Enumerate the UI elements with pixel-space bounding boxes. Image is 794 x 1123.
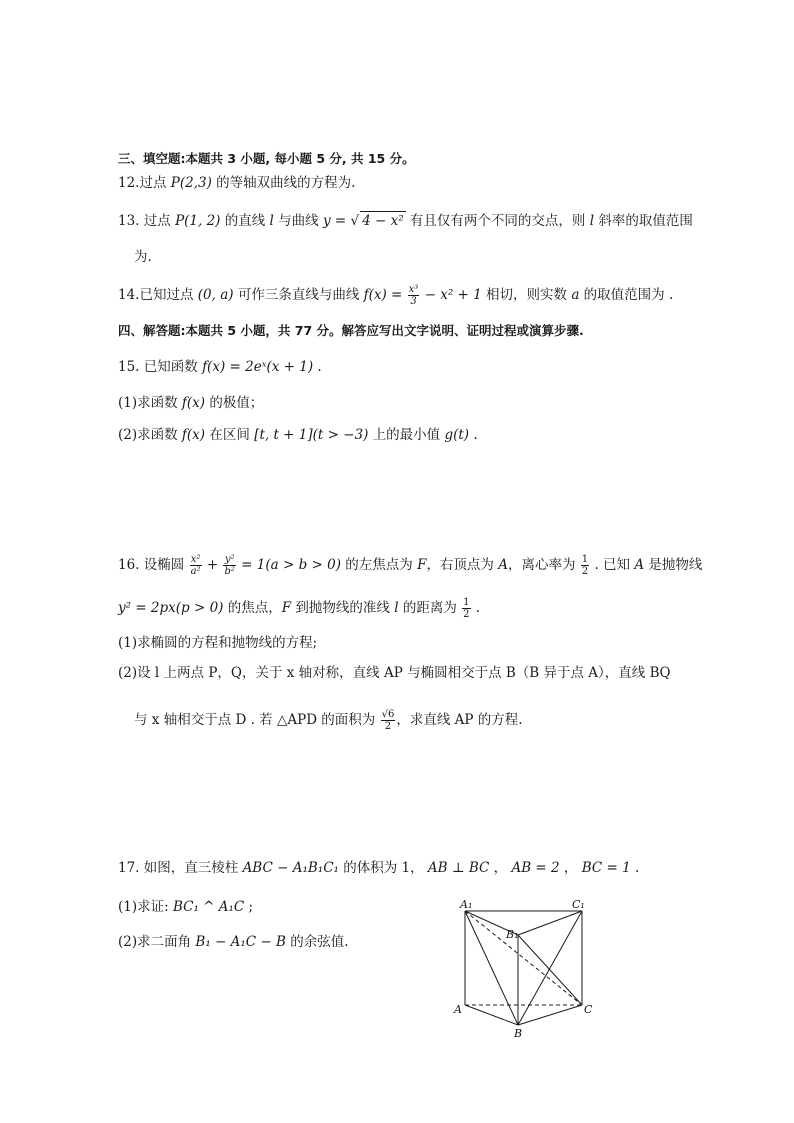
question-15-part-1: (1)求函数 f(x) 的极值； — [118, 395, 264, 411]
label-C1: C₁ — [572, 898, 585, 911]
question-15-stem: 15. 已知函数 f(x) = 2eˣ(x + 1) . — [118, 359, 322, 375]
diag-B1-C — [518, 935, 582, 1005]
question-13: 13. 过点 P(1, 2) 的直线 l 与曲线 y = √ 4 − x² 有且仅有两个不同的交点，则 l 斜率的取值范围 — [118, 213, 693, 229]
question-12: 12.过点 P(2,3) 的等轴双曲线的方程为. — [118, 175, 356, 191]
section-3-heading: 三、填空题:本题共 3 小题, 每小题 5 分, 共 15 分。 — [118, 151, 415, 166]
label-A: A — [454, 1003, 462, 1016]
label-B1: B₁ — [506, 928, 519, 941]
label-B: B — [514, 1027, 523, 1040]
question-17-part-2: (2)求二面角 B₁ − A₁C − B 的余弦值. — [118, 934, 349, 950]
question-13-continued: 为. — [134, 249, 152, 265]
question-16-part-1: (1)求椭圆的方程和抛物线的方程; — [118, 635, 318, 651]
question-16-part-2-line-1: (2)设 l 上两点 P，Q，关于 x 轴对称，直线 AP 与椭圆相交于点 B（B 异于点 A），直线 BQ — [118, 665, 671, 681]
question-14: 14.已知过点 (0, a) 可作三条直线与曲线 f(x) = $\frac{\text{x³}}{3}$ − x² + 1 相切，则实数 a 的取值范围为 . — [118, 284, 674, 307]
edge-B1-C1 — [518, 911, 582, 935]
prism-figure — [450, 895, 600, 1040]
label-A1: A₁ — [460, 898, 473, 911]
question-16-stem: 16. 设椭圆 $\frac{\text{x²}}{\text{a²}}$ + $\frac{\text{y²}}{\text{b²}}$ = 1(a > b > 0) 的左焦点为 F，右顶点为 A，离心率为 $\frac{1}{2}$ . 已知 A 是抛物线 — [118, 554, 703, 577]
question-15-part-2: (2)求函数 f(x) 在区间 [t, t + 1](t > −3) 上的最小值 g(t) . — [118, 427, 478, 443]
question-17-stem: 17. 如图，直三棱柱 ABC − A₁B₁C₁ 的体积为 1， AB ⊥ BC ， AB = 2 ， BC = 1 . — [118, 860, 640, 876]
question-17-part-1: (1)求证: BC₁ ^ A₁C ; — [118, 899, 254, 915]
section-4-heading: 四、解答题:本题共 5 小题，共 77 分。解答应写出文字说明、证明过程或演算步骤. — [118, 323, 584, 338]
question-16-part-2-line-2: 与 x 轴相交于点 D . 若 △APD 的面积为 $\frac{√6}{2}$ ，求直线 AP 的方程. — [134, 709, 523, 732]
hidden-diag-A1-C — [465, 911, 582, 1005]
question-16-stem-line-2: y² = 2px(p > 0) 的焦点，F 到抛物线的准线 l 的距离为 $\frac{1}{2}$ . — [118, 597, 481, 620]
label-C: C — [584, 1003, 593, 1016]
